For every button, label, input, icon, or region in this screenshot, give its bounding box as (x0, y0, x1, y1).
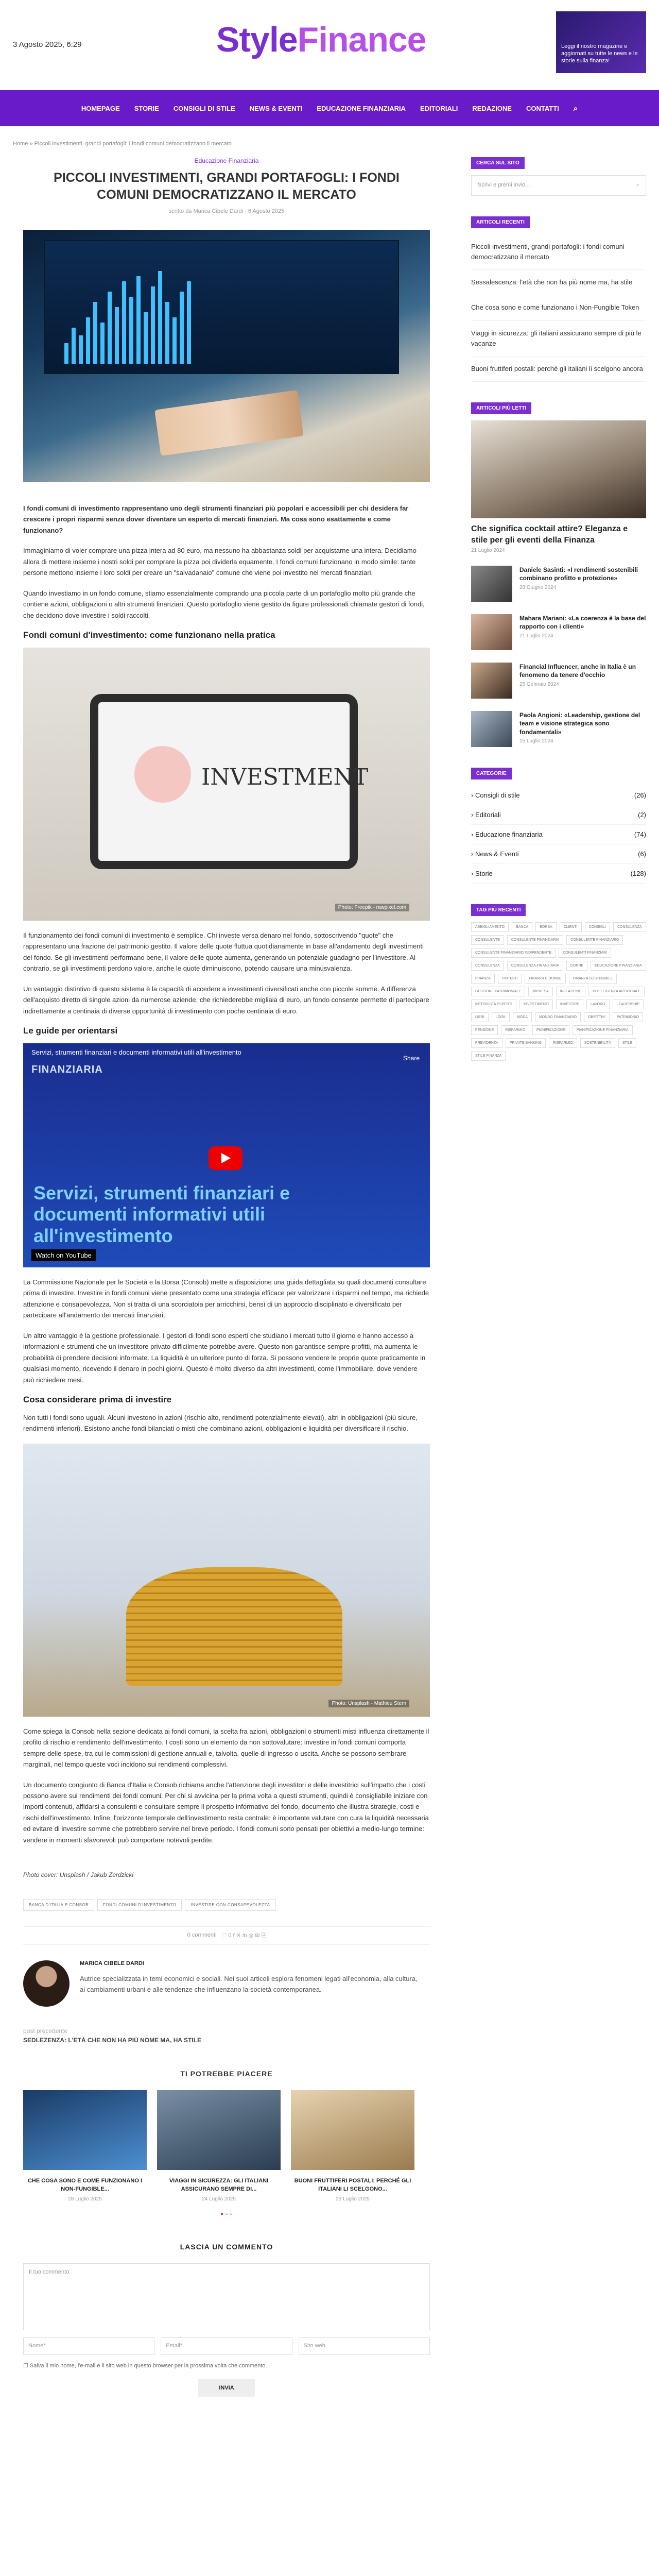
popular-title[interactable]: Financial Influencer, anche in Italia è un fenomeno da tenere d'occhio (519, 663, 636, 679)
popular-featured[interactable] (471, 420, 646, 553)
paragraph-1: Immaginiamo di voler comprare una pizza intera ad 80 euro, ma nessuno ha abbastanza soldi per acquistarne una intera. Decidiamo allora di mettere insieme i nostri soldi per comprare la pizza poi dividerla equamente. I fondi comuni funzionano in modo simile: tante persone mettono insieme i loro soldi per creare un "salvadanaio" comune che viene poi investito nei mercati finanziari. (23, 547, 417, 577)
popular-item[interactable] (471, 614, 646, 650)
recent-post-link[interactable]: Sessalescenza: l'età che non ha più nome ma, ha stile (471, 270, 646, 295)
category-item[interactable] (471, 825, 646, 844)
image-caption-2: Photo: Unsplash - Mathieu Stern (328, 1700, 409, 1707)
tag-link[interactable]: INVESTIRE (556, 999, 583, 1009)
stock-bar (100, 323, 105, 364)
category-name[interactable]: › Educazione finanziaria (471, 831, 543, 839)
stock-bar (136, 276, 141, 364)
tag-link[interactable]: CONSULENTE FINANZIARIO INDIPENDENTE (471, 948, 556, 958)
related-date: 28 Luglio 2025 (68, 2196, 102, 2202)
popular-title[interactable]: Paola Angioni: «Leadership, gestione del team e visione strategica sono fondamentali» (519, 711, 640, 736)
website-field[interactable]: Sito web (299, 2337, 430, 2355)
stock-bar (93, 302, 97, 364)
tag-link[interactable]: RISPARMIO (549, 1038, 577, 1048)
related-title[interactable]: CHE COSA SONO E COME FUNZIONANO I NON-FUNGIBLE... (27, 2178, 143, 2192)
paragraph-3: Il funzionamento dei fondi comuni di investimento è semplice. Chi investe versa denaro nel fondo, sottoscrivendo "quote" che rappresentano una frazione del patrimonio gestito. Il valore delle quote fluttua quotidianamente in base all'andamento degli investimenti del fondo. Se gli investimenti performano bene, il valore delle quote aumenta, generando un potenziale guadagno per l'investitore. Al contrario, se gli investimenti perdono valore, anche le quote diminuiscono, potendo causare una minusvalenza. (23, 931, 424, 973)
nav-item-0[interactable]: HOMEPAGE (81, 104, 120, 112)
related-title: TI POTREBBE PIACERE (180, 2070, 273, 2078)
tag-link[interactable]: LAVORO (586, 999, 610, 1009)
tag-link[interactable]: CONSULENZA (471, 961, 504, 971)
tag-link[interactable]: PENSIONE (471, 1025, 498, 1035)
related-image[interactable] (23, 2090, 147, 2170)
tag-link[interactable]: INTELLIGENZA ARTIFICIALE (588, 987, 645, 996)
save-info-checkbox[interactable]: ☐ Salva il mio nome, l'e-mail e il sito web in questo browser per la prossima volta che commento. (23, 2362, 267, 2369)
category-item[interactable] (471, 864, 646, 884)
tag-link[interactable]: LIBRI (471, 1012, 489, 1022)
article-tag[interactable]: FONDI COMUNI D'INVESTIMENTO (97, 1899, 182, 1911)
popular-thumb[interactable] (471, 711, 512, 747)
stock-bars (64, 266, 191, 364)
category-name[interactable]: › Consigli di stile (471, 791, 520, 800)
recent-post-link[interactable]: Piccoli investimenti, grandi portafogli: i fondi comuni democratizzano il mercato (471, 234, 646, 270)
paragraph-7: Non tutti i fondi sono uguali. Alcuni investono in azioni (rischio alto, rendimenti potenzialmente elevati), altri in obbligazioni (più sicure, rendimenti inferiori). Esistono anche fondi bilanciati o misti che combinano azioni, obbligazioni e liquidità per diversificare il rischio. (23, 1413, 418, 1433)
heading-guides: Le guide per orientarsi (23, 1026, 118, 1036)
category-count: (26) (634, 791, 646, 800)
category-count: (74) (634, 831, 646, 839)
author-box (23, 1960, 430, 2007)
related-item[interactable] (23, 2090, 147, 2202)
search-icon[interactable]: ⌕ (573, 104, 578, 113)
tags-widget-title: TAG PIÙ RECENTI (471, 904, 526, 916)
nav-item-3[interactable]: NEWS & EVENTI (249, 104, 303, 112)
tablet-word: INVESTMENT (201, 764, 369, 790)
popular-item[interactable] (471, 711, 646, 747)
article (13, 157, 440, 2397)
tags-widget (471, 904, 646, 1061)
tag-link[interactable]: FINANZA (471, 974, 495, 984)
video-big-text: Servizi, strumenti finanziari e documenti informativi utili all'investimento (33, 1182, 290, 1246)
related-title[interactable]: BUONI FRUTTIFERI POSTALI: PERCHÉ GLI ITALIANI LI SCELGONO... (294, 2178, 411, 2192)
tag-link[interactable]: FINTECH (498, 974, 522, 984)
coin-stacks (126, 1567, 342, 1686)
tag-link[interactable]: LOOK (492, 1012, 510, 1022)
popular-text (519, 711, 646, 747)
categories-widget-title: CATEGORIE (471, 768, 512, 779)
checkbox-label: Salva il mio nome, l'e-mail e il sito web in questo browser per la prossima volta che commento. (29, 2362, 267, 2369)
video-share-button[interactable]: Share (403, 1055, 420, 1062)
category-item[interactable] (471, 844, 646, 864)
tag-link[interactable]: EDUCAZIONE FINANZIARIA (591, 961, 646, 971)
search-widget-title: CERCA SUL SITO (471, 157, 525, 169)
banknotes (154, 390, 304, 456)
nav-item-1[interactable]: STORIE (134, 104, 159, 112)
play-icon[interactable] (209, 1146, 242, 1170)
nav-item-4[interactable]: EDUCAZIONE FINANZIARIA (317, 104, 406, 112)
page (13, 0, 646, 90)
recent-post-link[interactable]: Buoni fruttiferi postali: perché gli italiani li scelgono ancora (471, 357, 646, 382)
category-list (471, 786, 646, 884)
category-count: (6) (638, 850, 646, 858)
search-widget (471, 157, 646, 196)
comment-count[interactable]: 0 commenti (187, 1932, 217, 1939)
stock-bar (129, 297, 133, 364)
tag-link[interactable]: BORSA (535, 922, 557, 932)
share-icons[interactable]: ♡ 0 f ✕ in ◎ ✉ ⎘ (221, 1933, 266, 1939)
video-header: FINANZIARIA (31, 1064, 103, 1075)
popular-item[interactable] (471, 566, 646, 602)
category-name[interactable]: › Editoriali (471, 811, 501, 819)
tag-link[interactable]: RISPARMIO (501, 1025, 529, 1035)
photo-credit: Photo cover: Unsplash / Jakub Żerdzicki (23, 1871, 134, 1879)
popular-thumb[interactable] (471, 566, 512, 602)
tag-link[interactable]: MONDO FINANZIARIO (535, 1012, 581, 1022)
author-bio: Autrice specializzata in temi economici e sociali. Nei suoi articoli esplora fenomeni legati all'economia, alla cultura, ai cambiamenti urbani e alle tendenze che influenzano la società contemporanea. (80, 1975, 418, 1993)
stock-bar (115, 307, 119, 364)
categories-widget (471, 768, 646, 884)
popular-text (519, 566, 646, 602)
category-name[interactable]: › Storie (471, 870, 493, 878)
popular-list (471, 566, 646, 747)
popular-thumb[interactable] (471, 663, 512, 699)
tag-link[interactable]: IMPRESA (528, 987, 553, 996)
related-title[interactable]: VIAGGI IN SICUREZZA: GLI ITALIANI ASSICURANO SEMPRE DI... (169, 2178, 269, 2192)
popular-featured-title[interactable]: Che significa cocktail attire? Eleganza e stile per gli eventi della Finanza (471, 524, 628, 545)
search-input[interactable] (471, 175, 646, 196)
related-image[interactable] (157, 2090, 281, 2170)
recent-post-link[interactable]: Che cosa sono e come funzionano i Non-Fungible Token (471, 295, 646, 320)
tag-link[interactable]: PRIVATE BANKING (506, 1038, 546, 1048)
header-date: 3 Agosto 2025, 6:29 (13, 40, 82, 49)
tablet (90, 694, 369, 869)
category-count: (2) (638, 811, 646, 819)
stock-bar (180, 292, 184, 364)
carousel-dots[interactable]: ● ○ ○ (220, 2211, 233, 2217)
tag-link[interactable]: SOSTENIBILITÀ (580, 1038, 615, 1048)
related-date: 24 Luglio 2025 (202, 2196, 236, 2202)
stock-bar (172, 317, 177, 364)
paragraph-8: Come spiega la Consob nella sezione dedicata ai fondi comuni, la scelta fra azioni, obbligazioni o strumenti misti influenza direttamente il profilo di rischio e rendimento dell'investimento. I costi sono un elemento da non sottovalutare: investire in fondi comuni comporta sempre delle spese, tra cui le commissioni di gestione annuali e, talvolta, quelle di ingresso o uscita. Anche se possono sembrare marginali, nel tempo queste voci incidono sui rendimenti complessivi. (23, 1727, 429, 1769)
stock-bar (151, 286, 155, 364)
tag-link[interactable]: STILE FINANZA (471, 1051, 506, 1061)
stock-bar (165, 302, 169, 364)
paragraph-9: Un documento congiunto di Banca d'Italia e Consob richiama anche l'attenzione degli investitori e delle investitrici sull'impatto che i costi possono avere sui rendimenti dei fondi comuni. Per chi si avvicina per la prima volta a questi strumenti, quindi è consigliabile iniziare con importi contenuti, affidarsi a consulenti e consultare sempre il prospetto informativo del fondo, documento che illustra strategie, costi e rischi dell'investimento. Infine, l'orizzonte temporale dell'investimento resta centrale: è importante valutare con cura la liquidità necessaria ed evitare di investire somme che potrebbero servire nel breve periodo. I fondi comuni sono pensati per obiettivi a medio-lungo termine: vendere in momenti sfavorevoli può comportare notevoli perdite. (23, 1781, 429, 1844)
article-tag[interactable]: BANCA D'ITALIA E CONSOB (23, 1899, 94, 1911)
rocket-logo-icon (134, 746, 191, 803)
video-title[interactable]: Servizi, strumenti finanziari e documenti informativi utili all'investimento (31, 1048, 241, 1056)
coins-image (23, 1444, 430, 1717)
site-logo[interactable] (216, 20, 426, 60)
search-placeholder: Scrivi e premi invio... (478, 182, 530, 188)
stock-bar (122, 281, 126, 364)
logo-part2: Finance (297, 20, 426, 59)
promo-text: Leggi il nostro magazine e aggiornati su tutte le news e le storie sulla finanza! (561, 43, 638, 64)
article-meta: scritto da Marica Cibele Dardi · 6 Agosto 2025 (168, 208, 285, 214)
tag-link[interactable]: CONSULENTE FINANZIARIA (507, 935, 563, 945)
stock-bar (64, 343, 68, 364)
tag-link[interactable]: OBIETTIVI (584, 1012, 610, 1022)
popular-title[interactable]: Mahara Mariani: «La coerenza è la base del rapporto con i clienti» (519, 615, 646, 631)
stock-bar (79, 335, 83, 364)
popular-date: 15 Luglio 2024 (519, 738, 553, 744)
popular-date: 25 Gennaio 2024 (519, 681, 559, 687)
nav-item-6[interactable]: REDAZIONE (472, 104, 512, 112)
site-header (13, 0, 646, 90)
tag-link[interactable]: STILE (618, 1038, 636, 1048)
tag-cloud (471, 922, 646, 1061)
tag-link[interactable]: PATRIMONIO (613, 1012, 643, 1022)
recent-post-link[interactable]: Viaggi in sicurezza: gli italiani assicurano sempre di più le vacanze (471, 321, 646, 357)
image-caption: Photo: Freepik - rawpixel.com (335, 904, 409, 911)
category-name[interactable]: › News & Eventi (471, 850, 519, 858)
recent-posts-widget (471, 216, 646, 382)
article-title: PICCOLI INVESTIMENTI, GRANDI PORTAFOGLI: I FONDI COMUNI DEMOCRATIZZANO IL MERCATO (54, 171, 400, 202)
watch-on-youtube-button[interactable]: Watch on YouTube (31, 1249, 96, 1261)
tag-link[interactable]: INTERVISTA ESPERTI (471, 999, 516, 1009)
share-bar (23, 1926, 430, 1945)
name-field[interactable]: Nome* (23, 2337, 154, 2355)
stock-bar (158, 271, 162, 364)
stock-bar (144, 312, 148, 364)
logo-part1: Style (216, 20, 298, 59)
related-grid (23, 2090, 430, 2202)
tag-link[interactable]: CLIENTI (560, 922, 582, 932)
nav-item-2[interactable]: CONSIGLI DI STILE (173, 104, 235, 112)
email-field[interactable]: Email* (161, 2337, 292, 2355)
previous-post[interactable] (23, 2027, 430, 2044)
heading-consider: Cosa considerare prima di investire (23, 1394, 172, 1404)
category-count: (128) (630, 870, 646, 878)
article-lead: I fondi comuni di investimento rappresentano uno degli strumenti finanziari più popolari e accessibili per chi desidera far crescere i propri risparmi senza dover diventare un esperto di mercati finanziari. Ma cosa sono esattamente e come funzionano? (23, 504, 409, 534)
nav-list (0, 90, 659, 126)
tag-link[interactable]: PIANIFICAZIONE (532, 1025, 569, 1035)
tag-link[interactable]: FINANZA E DONNE (525, 974, 565, 984)
nav-item-7[interactable]: CONTATTI (526, 104, 559, 112)
tag-link[interactable]: CONSULENTE FINANZIARIO (566, 935, 623, 945)
stock-bar (72, 328, 76, 364)
tag-link[interactable]: CONSULENZA FINANZIARIA (507, 961, 563, 971)
paragraph-2: Quando investiamo in un fondo comune, stiamo essenzialmente comprando una piccola parte di un portafoglio molto più grande che contiene azioni, obbligazioni o altri strumenti finanziari. Questo portafoglio viene gestito da figure professionali chiamate gestori di fondi, che decidono dove investire i soldi raccolti. (23, 589, 425, 619)
related-date: 23 Luglio 2025 (336, 2196, 370, 2202)
previous-post-title[interactable]: SEDLEZENZA: L'ETÀ CHE NON HA PIÙ NOME MA, HA STILE (23, 2037, 201, 2044)
tag-link[interactable]: CONSULENZA (613, 922, 646, 932)
popular-text (519, 663, 646, 699)
tag-link[interactable]: CONSIGLI (585, 922, 610, 932)
popular-featured-image[interactable] (471, 420, 646, 518)
popular-widget-title: ARTICOLI PIÙ LETTI (471, 402, 531, 414)
tag-link[interactable]: FINANZA SOSTENIBILE (569, 974, 617, 984)
popular-item[interactable] (471, 663, 646, 699)
investment-tablet-image (23, 648, 430, 921)
sidebar (471, 157, 646, 1081)
related-item[interactable] (291, 2090, 414, 2202)
stock-bar (108, 292, 112, 364)
content-area (13, 126, 646, 2576)
tag-link[interactable]: LEADERSHIP (613, 999, 644, 1009)
tag-link[interactable]: PREVIDENZA (471, 1038, 502, 1048)
tag-link[interactable]: CONSULENTE (471, 935, 504, 945)
avatar[interactable] (23, 1960, 70, 2007)
paragraph-4: Un vantaggio distintivo di questo sistema è la capacità di accedere a investimenti diversificati anche con piccole somme. A differenza dell'acquisto diretto di singole azioni da numerose aziende, che richiederebbe migliaia di euro, un fondo consente permette di partecipare indirettamente a centinaia di diverse opportunità di investimento con poche centinaia di euro. (23, 985, 429, 1015)
search-icon[interactable]: ⌕ (636, 182, 639, 188)
related-posts (23, 2070, 430, 2217)
popular-date: 21 Luglio 2024 (519, 633, 553, 639)
related-image[interactable] (291, 2090, 414, 2170)
recent-list (471, 234, 646, 382)
breadcrumb[interactable]: Home » Piccoli investimenti, grandi portafogli: i fondi comuni democratizzano il mercato (13, 141, 232, 147)
stock-bar (187, 281, 191, 364)
popular-title[interactable]: Daniele Sasinti: «I rendimenti sostenibili combinano profitto e protezione» (519, 566, 638, 582)
heading-how-it-works: Fondi comuni d'investimento: come funzionano nella pratica (23, 630, 275, 640)
popular-text (519, 614, 646, 650)
paragraph-5: La Commissione Nazionale per le Società e la Borsa (Consob) mette a disposizione una guida dettagliata su quali documenti consultare prima di investire. Investire in fondi comuni viene presentato come una strategia efficace per valorizzare i risparmi nel tempo, ma richiede attenzione e consapevolezza. Non si tratta di una scorciatoia per arricchirsi, bensì di un approccio disciplinato e diversificato per partecipare all'andamento dei mercati finanziari. (23, 1278, 429, 1319)
previous-post-label: post precedente (23, 2027, 68, 2035)
tag-link[interactable]: DONNE (566, 961, 587, 971)
send-button[interactable]: INVIA (198, 2379, 255, 2397)
tag-link[interactable]: INFLAZIONE (556, 987, 585, 996)
article-category[interactable]: Educazione Finanziaria (194, 157, 259, 164)
tag-link[interactable]: PIANIFICAZIONE FINANZIARIA (573, 1025, 633, 1035)
popular-featured-date: 21 Luglio 2024 (471, 548, 505, 554)
article-tag[interactable]: INVESTIRE CON CONSAPEVOLEZZA (185, 1899, 275, 1911)
tag-link[interactable]: GESTIONE PATRIMONIALE (471, 987, 525, 996)
category-item[interactable] (471, 786, 646, 805)
recent-widget-title: ARTICOLI RECENTI (471, 216, 530, 228)
tag-link[interactable]: BANCA (512, 922, 532, 932)
tag-link[interactable]: CONSULENTI FINANZIARI (559, 948, 611, 958)
main-navigation (0, 90, 659, 126)
author-name[interactable]: MARICA CIBELE DARDI (80, 1960, 144, 1967)
article-tags (23, 1899, 430, 1911)
comment-title: LASCIA UN COMMENTO (180, 2242, 273, 2251)
magazine-promo-banner[interactable] (556, 11, 646, 73)
youtube-video-embed[interactable] (23, 1043, 430, 1267)
tag-link[interactable]: INVESTIMENTI (519, 999, 553, 1009)
tag-link[interactable]: MODA (513, 1012, 532, 1022)
comment-form (13, 2243, 440, 2397)
stock-bar (86, 317, 90, 364)
popular-thumb[interactable] (471, 614, 512, 650)
category-item[interactable] (471, 805, 646, 825)
hero-image (23, 230, 430, 482)
nav-item-5[interactable]: EDITORIALI (420, 104, 458, 112)
comment-textarea[interactable]: Il tuo commento (23, 2263, 430, 2330)
paragraph-6: Un altro vantaggio è la gestione professionale. I gestori di fondi sono esperti che studiano i mercati tutto il giorno e hanno accesso a informazioni e strumenti che un investitore privato difficilmente potrebbe avere. Questo non garantisce sempre profitti, ma aumenta le probabilità di prendere decisioni informate. La liquidità è un ulteriore punto di forza. Si possono vendere le proprie quote praticamente in qualsiasi momento, ricevendo il denaro in pochi giorni. Questo è molto diverso da altri investimenti, come l'immobiliare, dove vendere può richiedere mesi. (23, 1331, 426, 1384)
related-item[interactable] (157, 2090, 281, 2202)
popular-date: 28 Giugno 2024 (519, 584, 557, 590)
tag-link[interactable]: ABBIGLIAMENTO (471, 922, 509, 932)
popular-posts-widget (471, 402, 646, 747)
